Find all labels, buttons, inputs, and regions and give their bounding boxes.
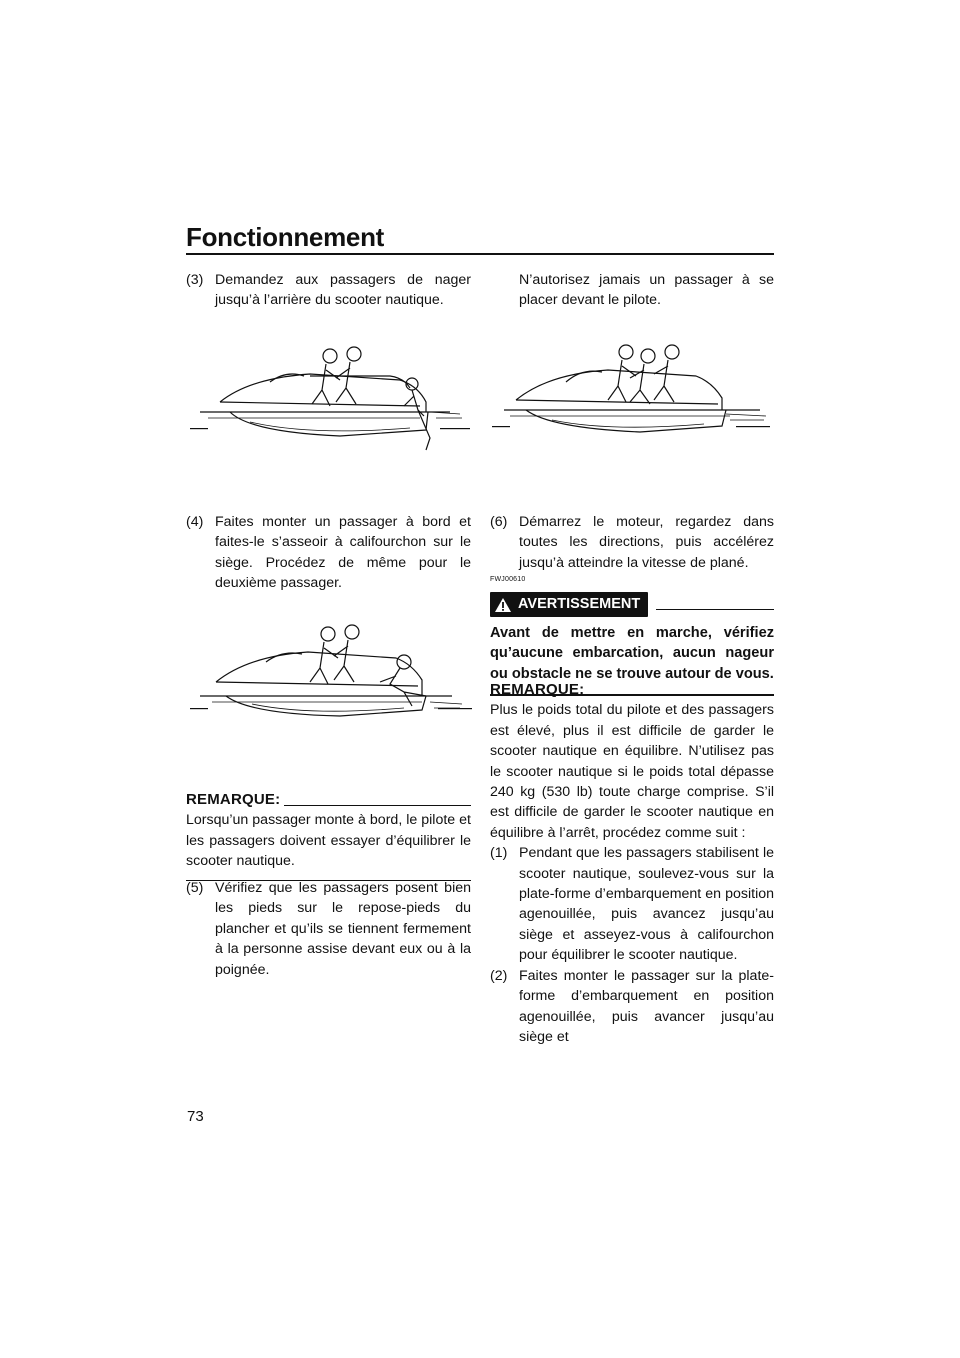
watercraft-three-riders-illustration bbox=[490, 338, 775, 448]
watercraft-swimmer-illustration bbox=[190, 340, 475, 465]
step-text: Faites monter un passager à bord et faites-le s’asseoir à califourchon sur le siège. Procédez de même pour le deuxième passager. bbox=[215, 514, 471, 592]
left-remarque bbox=[186, 790, 471, 881]
page-number: 73 bbox=[187, 1108, 204, 1125]
step-text: N’autorisez jamais un passager à se placer devant le pilote. bbox=[519, 272, 774, 309]
remarque-rule bbox=[284, 805, 471, 806]
right-step-6 bbox=[490, 512, 774, 573]
left-step-4 bbox=[186, 512, 471, 594]
step-number: (5) bbox=[186, 880, 204, 896]
remarque-rule bbox=[588, 695, 774, 696]
step-text: Vérifiez que les passagers posent bien les pieds sur le repose-pieds du plancher et qu’ils se tiennent fermement à la personne assise devant eux ou à la poignée. bbox=[215, 880, 471, 978]
step-text: Démarrez le moteur, regardez dans toutes les directions, puis accélérez jusqu’à atteindre la vitesse de plané. bbox=[519, 514, 774, 571]
item-text: Pendant que les passagers stabilisent le scooter nautique, soulevez-vous sur la plate-forme d’embarquement en position agenouillée, puis avancez jusqu’au siège et asseyez-vous à califourchon pour équilibrer le scooter nautique. bbox=[519, 845, 774, 964]
warning-rule bbox=[656, 609, 774, 611]
right-remarque bbox=[490, 680, 774, 1047]
remarque-text: Plus le poids total du pilote et des passagers est élevé, plus il est difficile de garder le scooter nautique en équilibre. N’utilisez pas le scooter nautique si le poids total dépasse 240 kg (530 lb) toute charge comprise. S’il est difficile de garder le scooter nautique en équilibre à l’arrêt, procédez comme suit : bbox=[490, 702, 774, 841]
step-number: (3) bbox=[186, 272, 204, 288]
warning-text: Avant de mettre en marche, vérifiez qu’aucune embarcation, aucun nageur ou obstacle ne se trouve autour de vous. bbox=[490, 624, 774, 682]
warning-badge bbox=[490, 592, 648, 616]
remarque-label: REMARQUE: bbox=[490, 681, 585, 698]
remarque-item bbox=[490, 966, 774, 1048]
item-number: (2) bbox=[490, 967, 508, 984]
warning-code: FWJ00610 bbox=[490, 576, 526, 583]
step-number: (4) bbox=[186, 514, 204, 530]
remarque-label: REMARQUE: bbox=[186, 791, 281, 808]
step-text: Demandez aux passagers de nager jusqu’à l’arrière du scooter nautique. bbox=[215, 272, 471, 309]
step-number: (6) bbox=[490, 514, 508, 530]
remarque-text: Lorsqu’un passager monte à bord, le pilote et les passagers doivent essayer d’équilibrer le scooter nautique. bbox=[186, 812, 471, 870]
item-text: Faites monter le passager sur la plate-forme d’embarquement en position agenouillée, puis avancer jusqu’au siège et bbox=[519, 967, 774, 1045]
page-title: Fonctionnement bbox=[186, 222, 385, 252]
title-rule bbox=[186, 253, 774, 255]
warning-block bbox=[490, 570, 774, 696]
left-step-5 bbox=[186, 878, 471, 980]
warning-triangle-icon bbox=[494, 597, 512, 613]
watercraft-boarding-illustration bbox=[190, 616, 475, 731]
left-step-3 bbox=[186, 270, 471, 311]
right-step-5-continued bbox=[490, 270, 774, 311]
warning-label: AVERTISSEMENT bbox=[518, 596, 641, 613]
item-number: (1) bbox=[490, 845, 508, 862]
remarque-item bbox=[490, 843, 774, 965]
